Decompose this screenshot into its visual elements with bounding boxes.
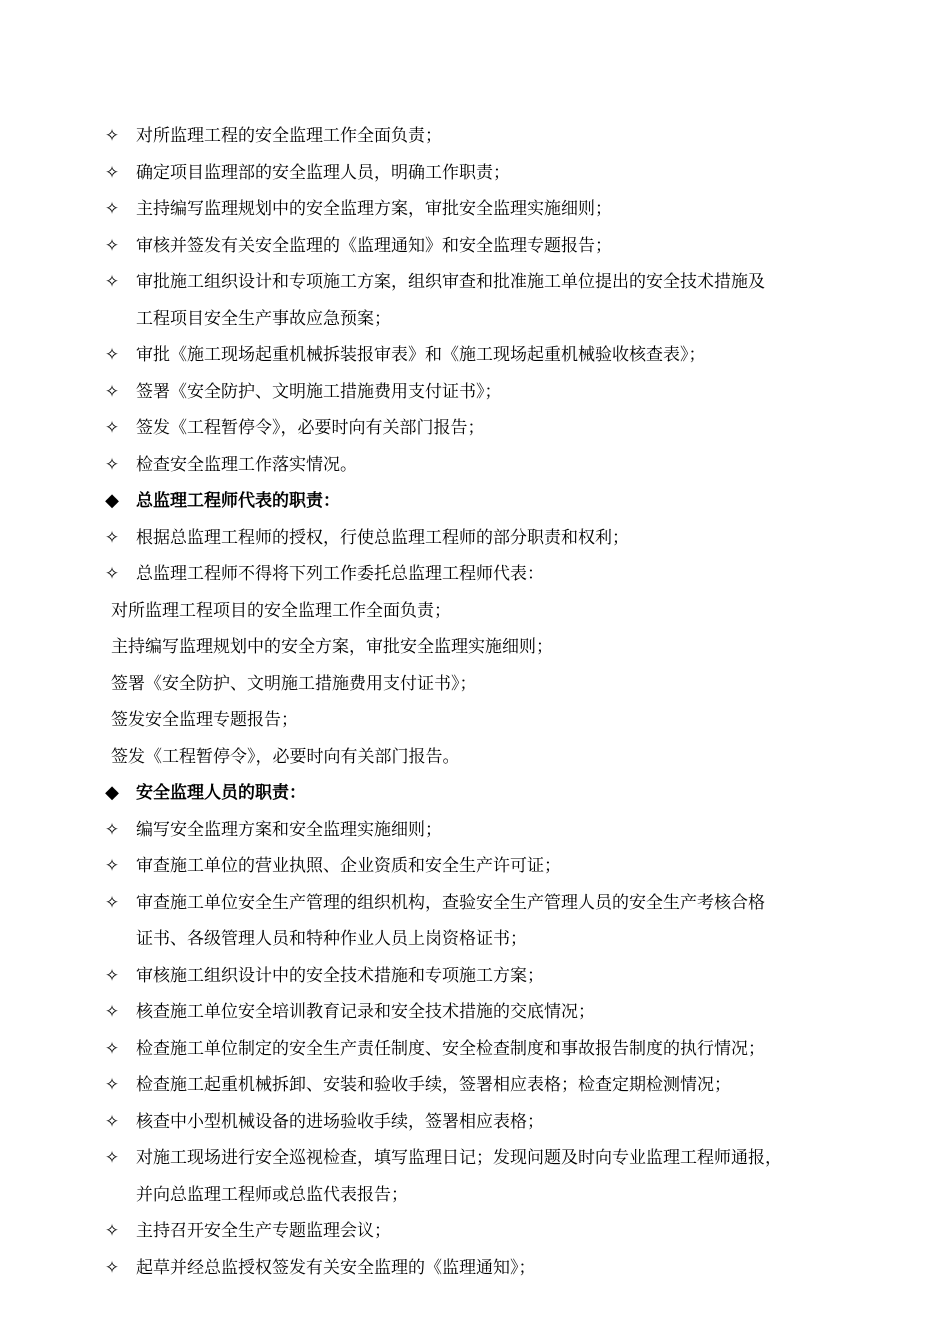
line-text: 签发《工程暂停令》，必要时向有关部门报告； <box>136 418 485 438</box>
list-item <box>100 1213 890 1250</box>
list-item <box>100 520 890 557</box>
line-text: 签发《工程暂停令》，必要时向有关部门报告。 <box>111 746 460 767</box>
line-text: 对所监理工程的安全监理工作全面负责； <box>136 126 442 146</box>
line-text: 签署《安全防护、文明施工措施费用支付证书》； <box>136 381 502 402</box>
list-item <box>100 374 890 411</box>
line-text: 检查施工单位制定的安全生产责任制度、安全检查制度和事故报告制度的执行情况； <box>136 1038 765 1059</box>
plain-list-item <box>100 702 890 739</box>
plain-list-item <box>100 739 890 776</box>
open-star-bullet-icon: ✧ <box>104 235 120 256</box>
list-item <box>100 1067 890 1104</box>
open-star-bullet-icon: ✧ <box>104 1148 120 1168</box>
list-item <box>100 1140 890 1177</box>
list-item <box>100 994 890 1031</box>
plain-list-item <box>100 593 890 630</box>
line-text: 审批《施工现场起重机械拆装报审表》和《施工现场起重机械验收核查表》； <box>136 345 706 365</box>
line-text: 检查施工起重机械拆卸、安装和验收手续，签署相应表格；检查定期检测情况； <box>136 1075 731 1095</box>
list-item <box>100 410 890 447</box>
open-star-bullet-icon: ✧ <box>104 345 120 365</box>
section-heading-text: 总监理工程师代表的职责： <box>136 491 340 511</box>
line-text: 工程项目安全生产事故应急预案； <box>136 308 391 329</box>
open-star-bullet-icon: ✧ <box>104 454 120 475</box>
open-star-bullet-icon: ✧ <box>104 965 120 986</box>
list-item <box>100 447 890 484</box>
list-item <box>100 958 890 995</box>
line-text: 主持召开安全生产专题监理会议； <box>136 1221 391 1241</box>
plain-list-item <box>100 629 890 666</box>
line-text: 审核施工组织设计中的安全技术措施和专项施工方案； <box>136 965 544 986</box>
line-text: 审查施工单位的营业执照、企业资质和安全生产许可证； <box>136 856 561 876</box>
open-star-bullet-icon: ✧ <box>104 126 120 146</box>
open-star-bullet-icon: ✧ <box>104 819 120 840</box>
open-star-bullet-icon: ✧ <box>104 564 120 584</box>
list-item <box>100 848 890 885</box>
line-text: 签发安全监理专题报告； <box>111 710 298 730</box>
list-item <box>100 556 890 593</box>
line-text: 对施工现场进行安全巡视检查，填写监理日记；发现问题及时向专业监理工程师通报， <box>136 1148 782 1168</box>
open-star-bullet-icon: ✧ <box>104 1257 120 1278</box>
list-item-continuation <box>100 921 890 958</box>
list-item-continuation <box>100 301 890 338</box>
list-item <box>100 812 890 849</box>
list-item <box>100 155 890 192</box>
open-star-bullet-icon: ✧ <box>104 272 120 292</box>
open-star-bullet-icon: ✧ <box>104 381 120 402</box>
line-text: 对所监理工程项目的安全监理工作全面负责； <box>111 600 451 621</box>
line-text: 核查施工单位安全培训教育记录和安全技术措施的交底情况； <box>136 1002 595 1022</box>
plain-list-item <box>100 666 890 703</box>
line-text: 编写安全监理方案和安全监理实施细则； <box>136 819 442 840</box>
list-item-continuation <box>100 1177 890 1214</box>
list-item <box>100 264 890 301</box>
open-star-bullet-icon: ✧ <box>104 527 120 548</box>
open-star-bullet-icon: ✧ <box>104 162 120 183</box>
line-text: 总监理工程师不得将下列工作委托总监理工程师代表： <box>136 564 544 584</box>
list-item <box>100 1250 890 1287</box>
open-star-bullet-icon: ✧ <box>104 1221 120 1241</box>
line-text: 确定项目监理部的安全监理人员，明确工作职责； <box>136 162 510 183</box>
section-heading-text: 安全监理人员的职责： <box>136 783 306 803</box>
list-item <box>100 885 890 922</box>
open-star-bullet-icon: ✧ <box>104 1075 120 1095</box>
list-item <box>100 191 890 228</box>
line-text: 审查施工单位安全生产管理的组织机构，查验安全生产管理人员的安全生产考核合格 <box>136 892 765 913</box>
line-text: 根据总监理工程师的授权，行使总监理工程师的部分职责和权利； <box>136 527 629 548</box>
line-text: 并向总监理工程师或总监代表报告； <box>136 1184 408 1205</box>
open-star-bullet-icon: ✧ <box>104 892 120 913</box>
line-text: 起草并经总监授权签发有关安全监理的《监理通知》； <box>136 1257 536 1278</box>
open-star-bullet-icon: ✧ <box>104 1002 120 1022</box>
line-text: 审批施工组织设计和专项施工方案，组织审查和批准施工单位提出的安全技术措施及 <box>136 272 765 292</box>
open-star-bullet-icon: ✧ <box>104 1038 120 1059</box>
line-text: 证书、各级管理人员和特种作业人员上岗资格证书； <box>136 929 527 949</box>
filled-diamond-bullet-icon: ◆ <box>105 490 119 511</box>
line-text: 签署《安全防护、文明施工措施费用支付证书》； <box>111 673 477 694</box>
section-heading <box>100 775 890 812</box>
section-heading <box>100 483 890 520</box>
line-text: 主持编写监理规划中的安全监理方案，审批安全监理实施细则； <box>136 199 612 219</box>
line-text: 主持编写监理规划中的安全方案，审批安全监理实施细则； <box>111 637 553 657</box>
document-body <box>100 118 890 1286</box>
list-item <box>100 1031 890 1068</box>
list-item <box>100 337 890 374</box>
open-star-bullet-icon: ✧ <box>104 1111 120 1132</box>
line-text: 检查安全监理工作落实情况。 <box>136 454 357 475</box>
open-star-bullet-icon: ✧ <box>104 418 120 438</box>
line-text: 审核并签发有关安全监理的《监理通知》和安全监理专题报告； <box>136 235 612 256</box>
filled-diamond-bullet-icon: ◆ <box>105 782 119 803</box>
list-item <box>100 118 890 155</box>
open-star-bullet-icon: ✧ <box>104 199 120 219</box>
line-text: 核查中小型机械设备的进场验收手续，签署相应表格； <box>136 1111 544 1132</box>
open-star-bullet-icon: ✧ <box>104 856 120 876</box>
list-item <box>100 1104 890 1141</box>
list-item <box>100 228 890 265</box>
